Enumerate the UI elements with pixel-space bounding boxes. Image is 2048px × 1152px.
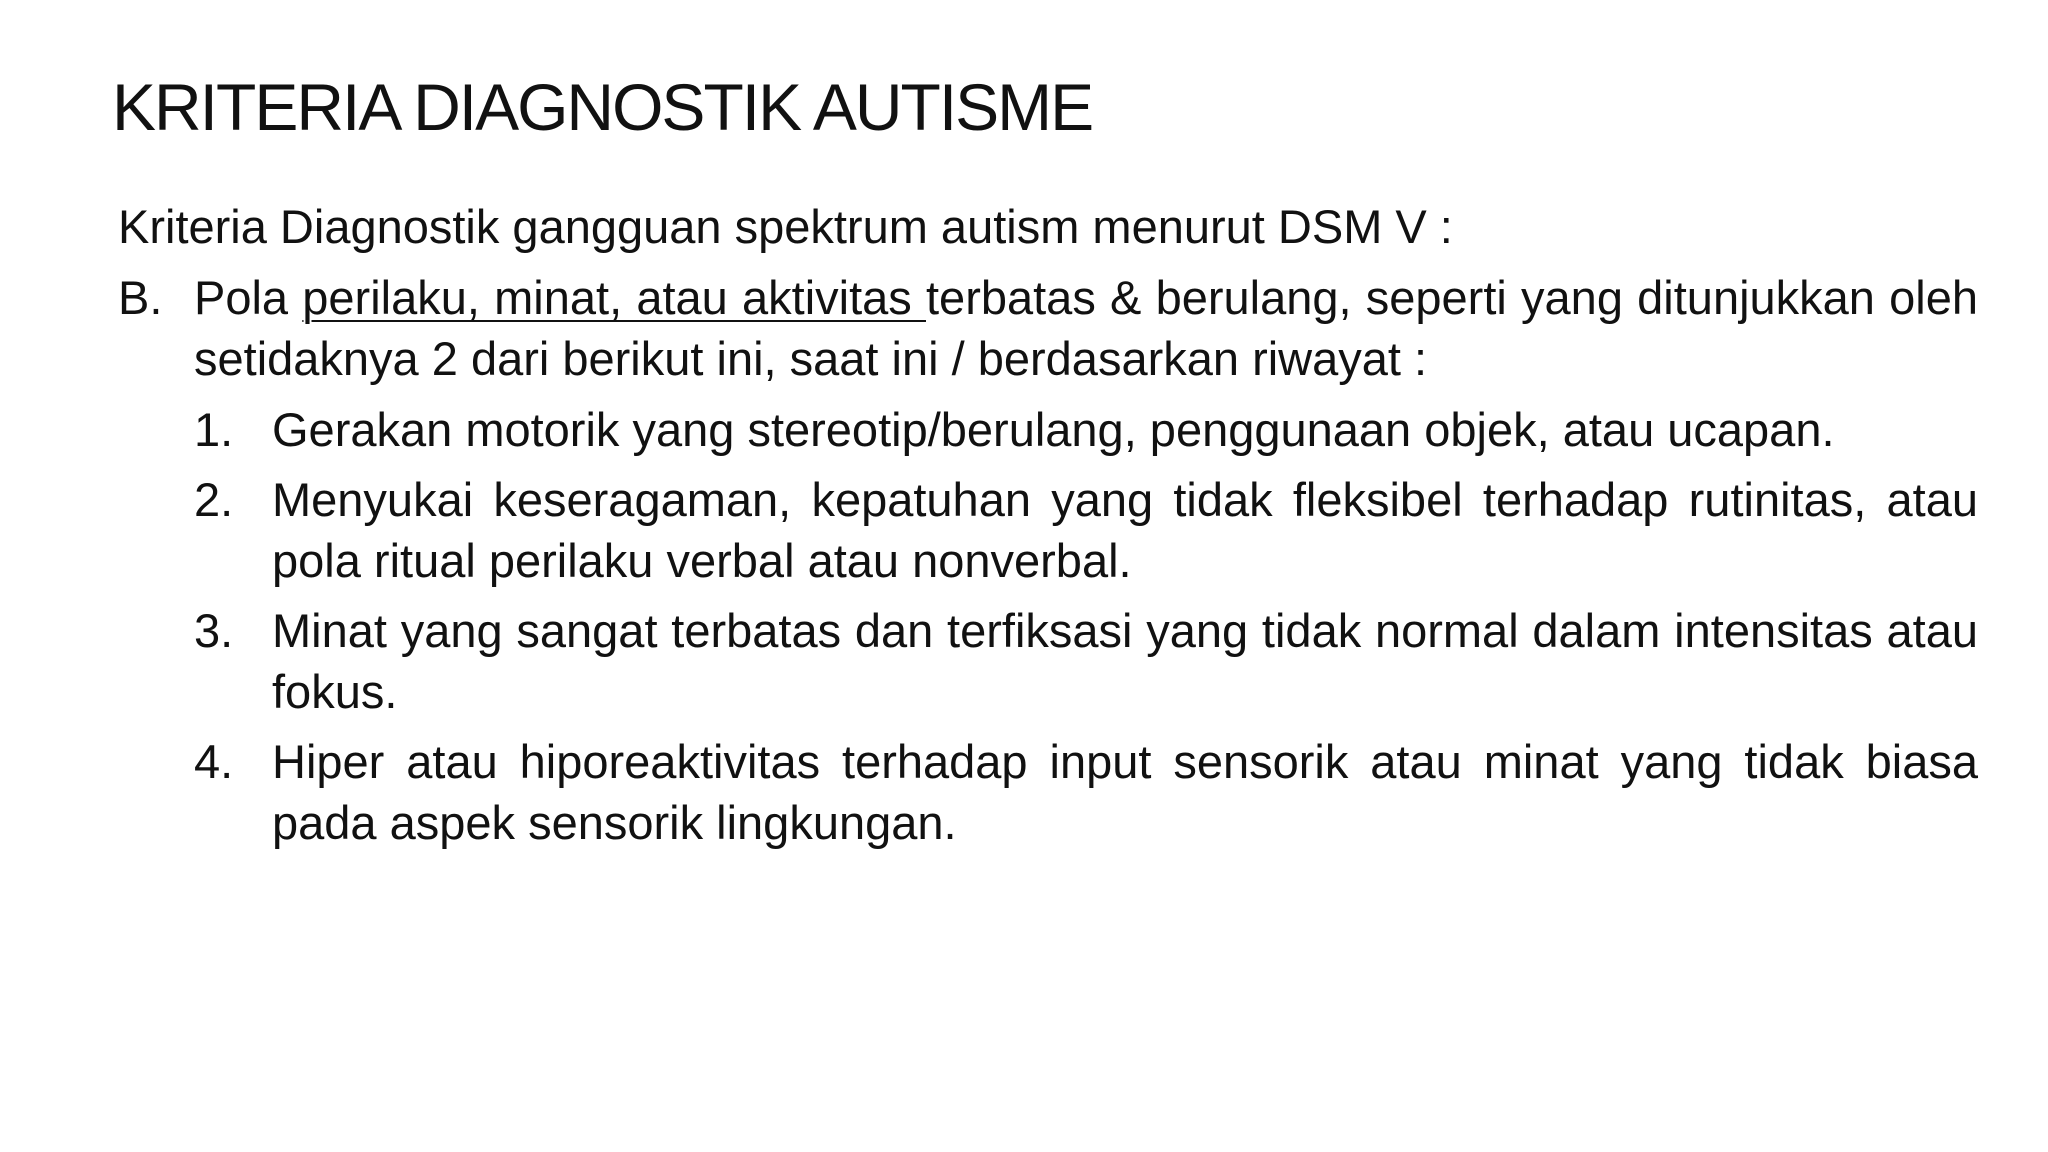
list-item-marker: 3. bbox=[194, 604, 234, 657]
list-item-text: Gerakan motorik yang stereotip/berulang, penggunaan objek, atau ucapan. bbox=[272, 403, 1835, 456]
list-item bbox=[194, 600, 1978, 722]
list-item bbox=[194, 469, 1978, 591]
list-item-text: Minat yang sangat terbatas dan terfiksasi yang tidak normal dalam intensitas atau fokus. bbox=[272, 604, 1978, 718]
list-item-text: Menyukai keseragaman, kepatuhan yang tidak fleksibel terhadap rutinitas, atau pola ritual perilaku verbal atau nonverbal. bbox=[272, 473, 1978, 587]
list-item-marker: 1. bbox=[194, 403, 234, 456]
intro-text: Kriteria Diagnostik gangguan spektrum autism menurut DSM V : bbox=[118, 200, 1453, 253]
list-item bbox=[194, 731, 1978, 853]
criterion-b-sub-list bbox=[194, 399, 1978, 853]
criterion-b-text-after: terbatas & berulang, seperti yang ditunjukkan oleh setidaknya 2 dari berikut ini, saat ini / berdasarkan riwayat : bbox=[194, 271, 1978, 385]
criterion-b-underlined-text: perilaku, minat, atau aktivitas bbox=[302, 271, 926, 324]
list-item bbox=[194, 399, 1978, 460]
list-item-marker: 2. bbox=[194, 473, 234, 526]
list-item-marker: 4. bbox=[194, 735, 234, 788]
slide-content bbox=[118, 196, 1978, 862]
criterion-b-marker: B. bbox=[118, 271, 163, 324]
criterion-b-text bbox=[194, 267, 1978, 389]
criterion-b-text-before: Pola bbox=[194, 271, 303, 324]
slide-title: KRITERIA DIAGNOSTIK AUTISME bbox=[112, 70, 1093, 144]
list-item-text: Hiper atau hiporeaktivitas terhadap input sensorik atau minat yang tidak biasa pada aspek sensorik lingkungan. bbox=[272, 735, 1978, 849]
criterion-b bbox=[118, 267, 1978, 389]
